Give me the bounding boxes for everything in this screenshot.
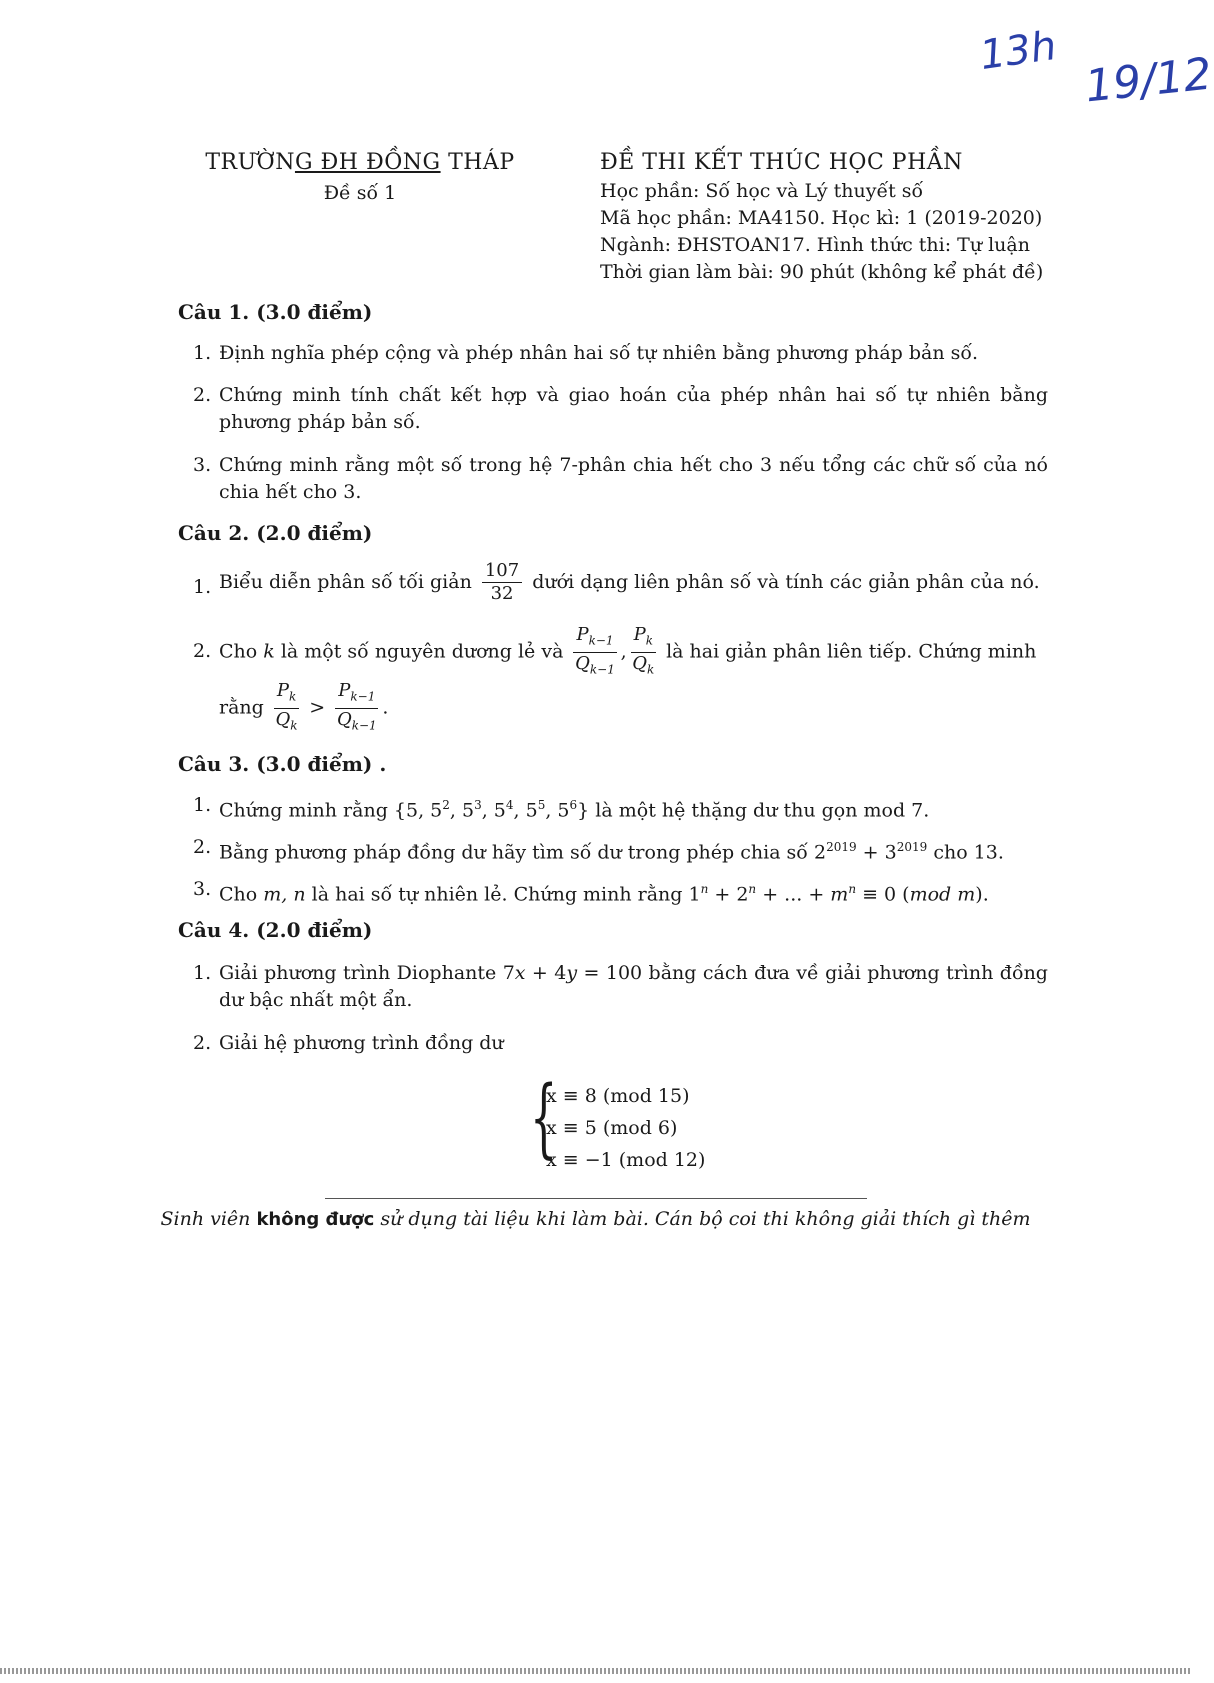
scan-edge [0, 1668, 1191, 1674]
header-left [190, 148, 530, 208]
question-1-item-2: 2. Chứng minh tính chất kết hợp và giao hoán của phép nhân hai số tự nhiên bằng phương pháp bản số. [193, 384, 1048, 433]
course-name: Học phần: Số học và Lý thuyết số [600, 180, 924, 202]
question-1-item-1: 1. Định nghĩa phép cộng và phép nhân hai số tự nhiên bằng phương pháp bản số. [193, 342, 979, 364]
congruence-2: x ≡ 5 (mod 6) [546, 1117, 678, 1139]
header-right [600, 148, 1070, 286]
exam-number: Đề số 1 [323, 182, 397, 204]
question-4-title: Câu 4. (2.0 điểm) [178, 918, 373, 942]
handwritten-mark: 13h [977, 22, 1060, 80]
congruence-1: x ≡ 8 (mod 15) [546, 1085, 690, 1107]
question-3-item-3: 3. Cho m, n là hai số tự nhiên lẻ. Chứng minh rằng $1^n + 2^n$ + ... + $m^n \equiv 0$ (mod m). [193, 878, 989, 906]
question-2-item-1: 1. Biểu diễn phân số tối giản $\frac{107}{32}$ dưới dạng liên phân số và tính các giản phân của nó. [193, 560, 1040, 604]
footer-note: Sinh viên không được sử dụng tài liệu khi làm bài. Cán bộ coi thi không giải thích gì thêm [160, 1208, 1031, 1230]
course-code: Mã học phần: MA4150. Học kì: 1 (2019-2020) [600, 207, 1043, 229]
question-3-item-2: 2. Bằng phương pháp đồng dư hãy tìm số dư trong phép chia số $2^{2019} + 3^{2019}$ cho 13. [193, 836, 1004, 864]
school-name: TRƯỜNG ĐH ĐỒNG THÁP [205, 150, 515, 175]
question-3-item-1: 1. Chứng minh rằng {5, $5^2$, $5^3$, $5^4$, $5^5$, $5^6$} là một hệ thặng dư thu gọn mod 7. [193, 794, 930, 822]
exam-title: ĐỀ THI KẾT THÚC HỌC PHẦN [600, 150, 963, 175]
question-3-title: Câu 3. (3.0 điểm) . [178, 752, 387, 776]
question-1-item-3: 3. Chứng minh rằng một số trong hệ 7-phân chia hết cho 3 nếu tổng các chữ số của nó chia hết cho 3. [193, 454, 1048, 503]
major: Ngành: ĐHSTOAN17. Hình thức thi: Tự luận [600, 234, 1030, 256]
question-4-item-1: 1. Giải phương trình Diophante 7x + 4y = 100 bằng cách đưa về giải phương trình đồng dư bậc nhất một ẩn. [193, 962, 1048, 1011]
question-4-item-2: 2. Giải hệ phương trình đồng dư [193, 1032, 504, 1054]
question-2-item-2: 2. Cho k là một số nguyên dương lẻ và $\frac{P_{k-1}}{Q_{k-1}}$ , $\frac{P_k}{Q_k}$ là hai giản phân liên tiếp. Chứng minh rằng $\frac{P_k}{Q_k}$ > $\frac{P_{k-1}}{Q_{k-1}}$ . [193, 624, 1037, 733]
handwritten-date: 19/12 [1082, 48, 1214, 113]
left-brace: { [530, 1068, 558, 1168]
congruence-3: x ≡ −1 (mod 12) [546, 1149, 706, 1171]
footer-divider [325, 1198, 867, 1199]
exam-time: Thời gian làm bài: 90 phút (không kể phát đề) [600, 261, 1044, 283]
question-2-title: Câu 2. (2.0 điểm) [178, 521, 373, 545]
question-1-title: Câu 1. (3.0 điểm) [178, 300, 373, 324]
fraction-107-32: $\frac{107}{32}$ [482, 560, 522, 605]
